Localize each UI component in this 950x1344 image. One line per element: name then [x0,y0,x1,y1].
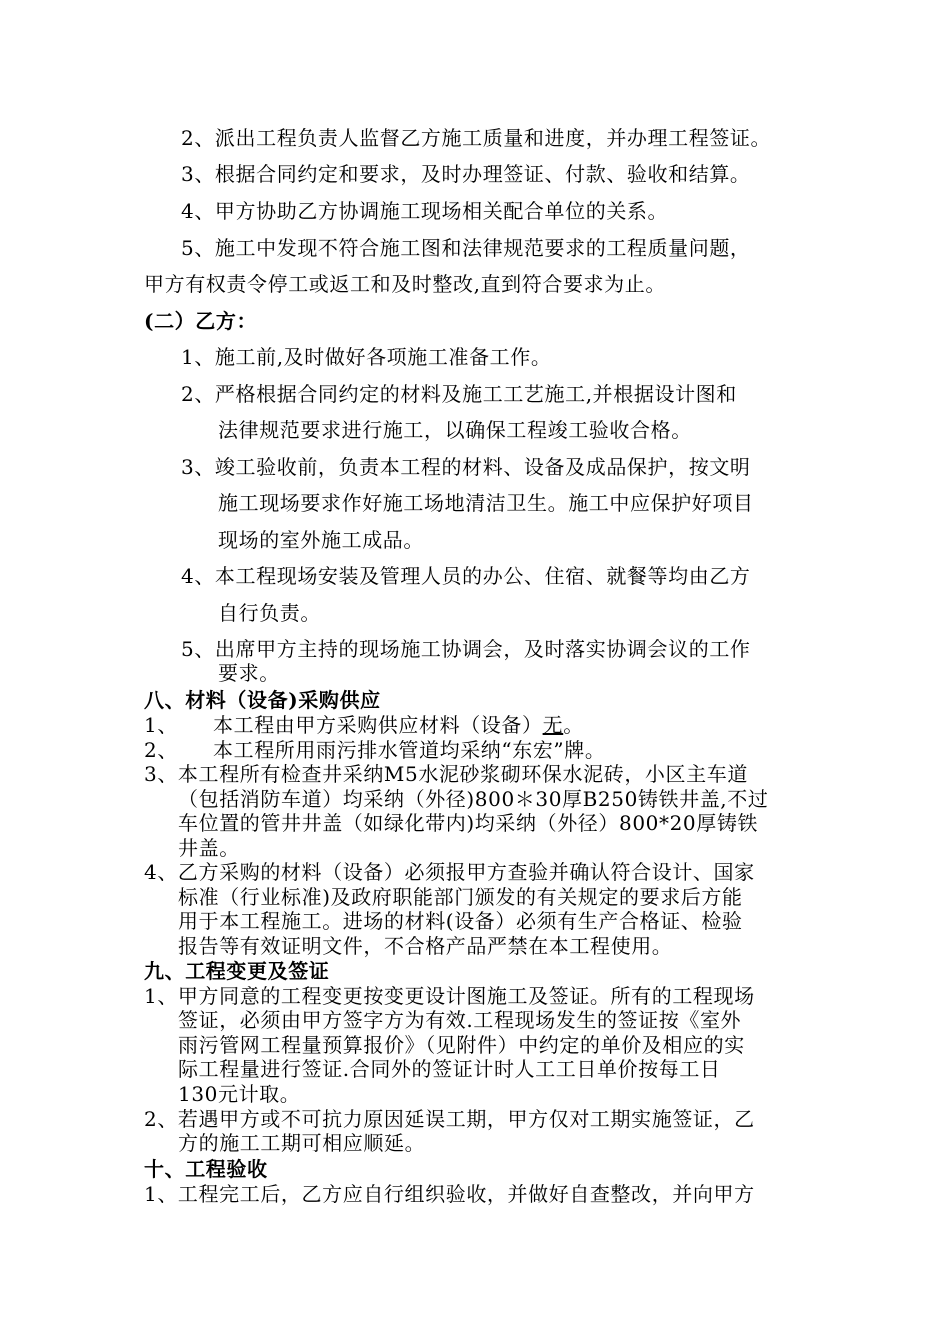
section-8-heading: 八、材料（设备)采购供应 [144,688,381,712]
yi-item-4-line1: 4、本工程现场安装及管理人员的办公、住宿、就餐等均由乙方 [181,564,751,588]
jia-item-4: 4、甲方协助乙方协调施工现场相关配合单位的关系。 [181,199,669,223]
jia-item-2: 2、派出工程负责人监督乙方施工质量和进度，并办理工程签证。 [181,126,772,150]
yi-item-5-line2: 要求。 [218,661,280,685]
sec8-item-4-line1: 4、乙方采购的材料（设备）必须报甲方查验并确认符合设计、国家 [144,860,755,884]
sec8-item-1-end: 。 [563,713,584,737]
yi-heading: (二）乙方： [144,309,258,333]
sec8-item-1-text: 本工程由甲方采购供应材料（设备） [213,713,543,737]
yi-item-3-line1: 3、竣工验收前，负责本工程的材料、设备及成品保护，按文明 [181,455,751,479]
sec8-item-1-number: 1、 [144,713,178,737]
jia-item-5-line2: 甲方有权责令停工或返工和及时整改,直到符合要求为止。 [144,272,666,296]
sec10-item-1-line1: 1、工程完工后，乙方应自行组织验收，并做好自查整改，并向甲方 [144,1182,755,1206]
jia-item-3: 3、根据合同约定和要求，及时办理签证、付款、验收和结算。 [181,162,751,186]
yi-item-5-line1: 5、出席甲方主持的现场施工协调会，及时落实协调会议的工作 [181,637,751,661]
yi-item-2-line2: 法律规范要求进行施工，以确保工程竣工验收合格。 [218,418,692,442]
sec8-item-4-line4: 报告等有效证明文件，不合格产品严禁在本工程使用。 [178,934,673,958]
sec9-item-1-line1: 1、甲方同意的工程变更按变更设计图施工及签证。所有的工程现场 [144,984,755,1008]
sec8-item-2: 本工程所用雨污排水管道均采纳“东宏”牌。 [213,738,606,762]
sec9-item-1-line4: 际工程量进行签证.合同外的签证计时人工工日单价按每工日 [178,1057,721,1081]
sec9-item-1-line3: 雨污管网工程量预算报价》（见附件）中约定的单价及相应的实 [178,1033,745,1057]
sec9-item-1-line5: 130元计取。 [178,1082,301,1106]
jia-item-5-line1: 5、施工中发现不符合施工图和法律规范要求的工程质量问题， [181,236,751,260]
sec9-item-2-line1: 2、若遇甲方或不可抗力原因延误工期，甲方仅对工期实施签证，乙 [144,1107,755,1131]
sec8-item-3-line1: 3、本工程所有检查井采纳M5水泥砂浆砌环保水泥砖，小区主车道 [144,762,748,786]
sec9-item-1-line2: 签证，必须由甲方签字方为有效.工程现场发生的签证按《室外 [178,1008,742,1032]
sec8-item-2-number: 2、 [144,738,178,762]
sec8-item-1-value: 无 [542,713,564,737]
sec8-item-1 [213,713,584,737]
sec8-item-3-line3: 车位置的管井井盖（如绿化带内)均采纳（外径）800*20厚铸铁 [178,811,759,835]
yi-item-1: 1、施工前,及时做好各项施工准备工作。 [181,345,552,369]
sec9-item-2-line2: 方的施工工期可相应顺延。 [178,1131,426,1155]
yi-item-3-line3: 现场的室外施工成品。 [218,528,424,552]
sec8-item-3-line4: 井盖。 [178,836,240,860]
sec8-item-3-line2: （包括消防车道）均采纳（外径)800＊30厚B250铸铁井盖,不过 [178,787,769,811]
yi-item-2-line1: 2、严格根据合同约定的材料及施工工艺施工,并根据设计图和 [181,382,737,406]
yi-item-3-line2: 施工现场要求作好施工场地清洁卫生。施工中应保护好项目 [218,491,754,515]
yi-item-4-line2: 自行负责。 [218,601,321,625]
sec8-item-4-line3: 用于本工程施工。进场的材料(设备）必须有生产合格证、检验 [178,909,743,933]
section-10-heading: 十、工程验收 [144,1157,268,1181]
section-9-heading: 九、工程变更及签证 [144,959,330,983]
sec8-item-4-line2: 标准（行业标准)及政府职能部门颁发的有关规定的要求后方能 [178,885,743,909]
